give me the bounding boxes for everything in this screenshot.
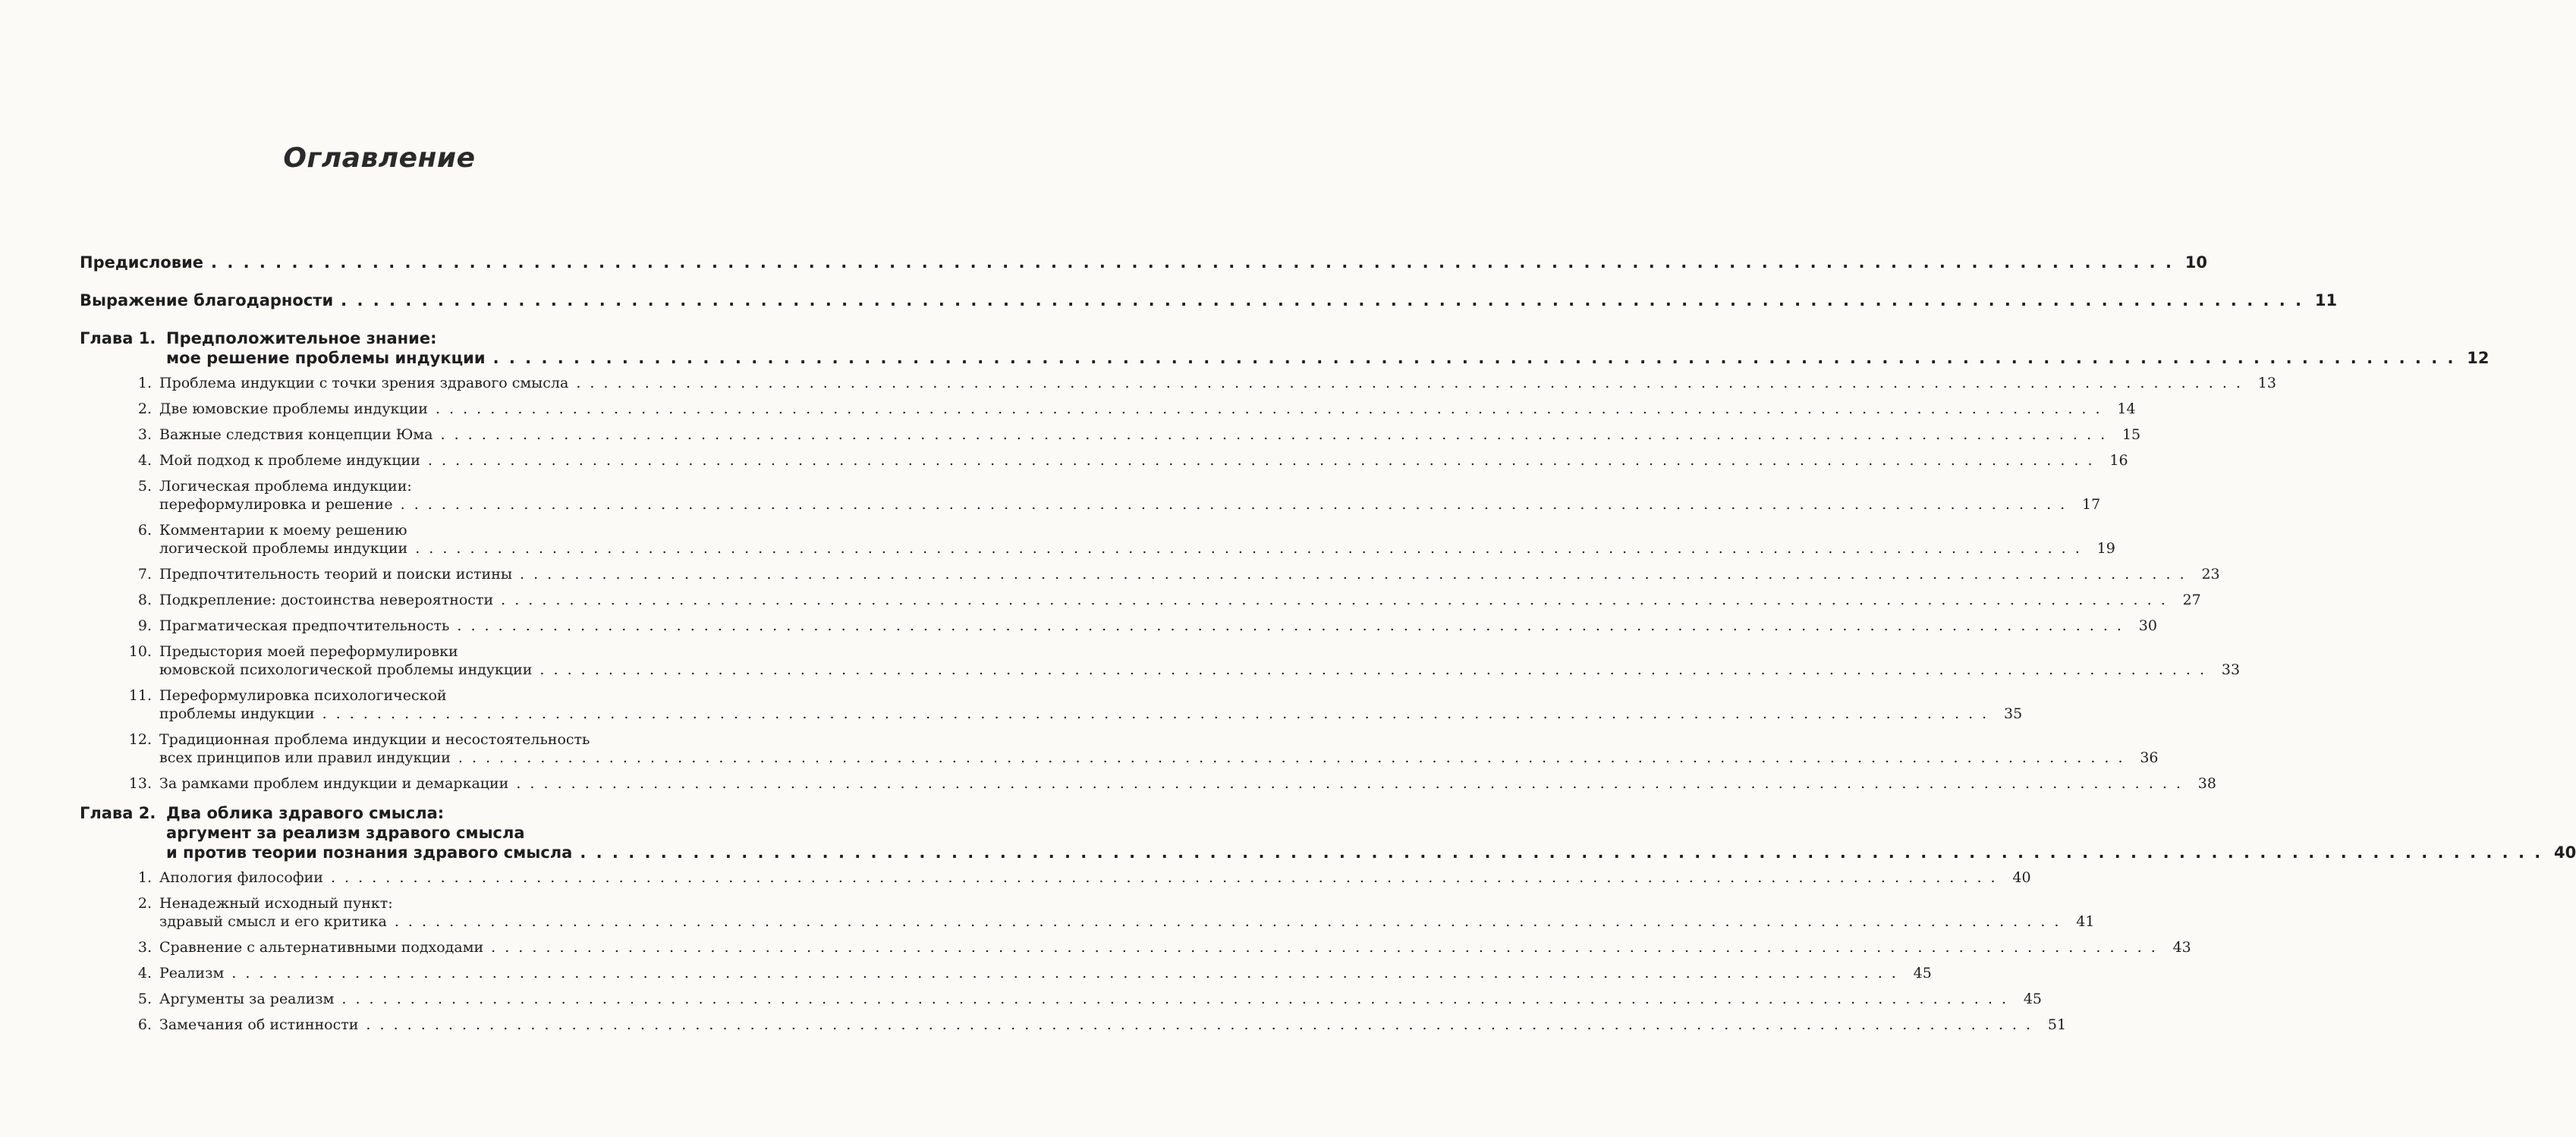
entry-line bbox=[159, 868, 2031, 887]
page-number: 14 bbox=[2117, 400, 2136, 417]
entry-text: логической проблемы индукции bbox=[159, 540, 408, 557]
entry-line bbox=[159, 617, 2157, 635]
section-number: 5. bbox=[137, 991, 152, 1007]
section-title bbox=[159, 617, 2157, 635]
table-of-contents bbox=[80, 253, 2576, 1041]
dot-leader bbox=[211, 253, 2174, 272]
section-entry[interactable] bbox=[80, 894, 2095, 931]
section-number: 6. bbox=[137, 1016, 152, 1033]
entry-text: Сравнение с альтернативными подходами bbox=[159, 939, 484, 956]
section-title bbox=[159, 642, 2240, 679]
section-number: 1. bbox=[137, 375, 152, 391]
entry-line bbox=[166, 348, 2490, 368]
section-title-line: Переформулировка психологической bbox=[159, 687, 447, 704]
section-number: 4. bbox=[137, 965, 152, 982]
section-number: 13. bbox=[128, 775, 152, 792]
page-number: 40 bbox=[2554, 843, 2576, 862]
entry-text: Апология философии bbox=[159, 869, 323, 886]
entry-line bbox=[159, 451, 2128, 470]
section-title bbox=[159, 565, 2220, 583]
entry-text: Выражение благодарности bbox=[80, 291, 334, 309]
page-number: 10 bbox=[2184, 253, 2207, 272]
section-number: 5. bbox=[137, 478, 152, 495]
section-number: 11. bbox=[128, 687, 152, 704]
section-title bbox=[159, 1016, 2066, 1034]
dot-leader bbox=[415, 539, 2082, 557]
dot-leader bbox=[516, 774, 2183, 792]
section-entry[interactable] bbox=[80, 642, 2241, 679]
entry-line bbox=[159, 964, 1932, 982]
toc-entry[interactable] bbox=[80, 291, 2338, 310]
page-number: 15 bbox=[2122, 426, 2141, 443]
page-number: 41 bbox=[2076, 913, 2095, 930]
entry-line bbox=[159, 912, 2094, 931]
page-number: 36 bbox=[2140, 749, 2159, 766]
section-entry[interactable] bbox=[80, 938, 2191, 956]
entry-line bbox=[159, 565, 2220, 583]
section-title bbox=[159, 730, 2159, 767]
section-title bbox=[159, 521, 2115, 558]
dot-leader bbox=[491, 938, 2158, 956]
section-title-line: Ненадежный исходный пункт: bbox=[159, 895, 393, 912]
dot-leader bbox=[576, 374, 2243, 391]
entry-text: Прагматическая предпочтительность bbox=[159, 617, 450, 634]
dot-leader bbox=[401, 495, 2068, 513]
section-entry[interactable] bbox=[80, 774, 2216, 793]
page-number: 11 bbox=[2314, 291, 2338, 309]
entry-text: и против теории познания здравого смысла bbox=[166, 843, 573, 862]
section-entry[interactable] bbox=[80, 617, 2157, 635]
section-number: 3. bbox=[137, 426, 152, 443]
entry-line bbox=[80, 253, 2207, 272]
entry-text: Важные следствия концепции Юма bbox=[159, 426, 433, 443]
entry-line bbox=[159, 426, 2140, 444]
chapter-title bbox=[166, 328, 2490, 368]
page-number: 13 bbox=[2257, 375, 2276, 391]
dot-leader bbox=[520, 565, 2187, 583]
entry-line bbox=[159, 374, 2276, 392]
chapter-title bbox=[166, 803, 2576, 862]
page-number: 17 bbox=[2082, 496, 2101, 513]
dot-leader bbox=[428, 451, 2095, 469]
entry-line bbox=[159, 495, 2100, 514]
section-title bbox=[159, 964, 1932, 982]
page-number: 27 bbox=[2182, 592, 2201, 608]
section-entry[interactable] bbox=[80, 686, 2023, 723]
page-number: 12 bbox=[2467, 349, 2490, 367]
section-number: 1. bbox=[137, 869, 152, 886]
section-entry[interactable] bbox=[80, 990, 2043, 1008]
entry-text: всех принципов или правил индукции bbox=[159, 749, 451, 766]
section-title bbox=[159, 451, 2128, 470]
dot-leader bbox=[539, 661, 2206, 678]
entry-line bbox=[80, 291, 2338, 310]
page-title: Оглавление bbox=[283, 143, 476, 174]
section-number: 3. bbox=[137, 939, 152, 956]
section-entry[interactable] bbox=[80, 477, 2101, 514]
section-entry[interactable] bbox=[80, 426, 2141, 444]
section-entry[interactable] bbox=[80, 521, 2115, 558]
dot-leader bbox=[341, 990, 2008, 1007]
section-title bbox=[159, 400, 2136, 418]
page-number: 23 bbox=[2201, 566, 2220, 583]
chapter-label: Глава 2. bbox=[80, 804, 156, 822]
section-entry[interactable] bbox=[80, 964, 1932, 982]
section-number: 10. bbox=[128, 643, 152, 660]
section-title-line: Предыстория моей переформулировки bbox=[159, 643, 458, 660]
chapter-title-line: аргумент за реализм здравого смысла bbox=[166, 824, 525, 842]
section-entry[interactable] bbox=[80, 565, 2220, 583]
section-number: 8. bbox=[137, 592, 152, 608]
entry-text: Проблема индукции с точки зрения здравого смысла bbox=[159, 375, 569, 391]
section-title bbox=[159, 938, 2191, 956]
page-number: 35 bbox=[2004, 705, 2023, 722]
chapter-label: Глава 1. bbox=[80, 329, 156, 347]
entry-text: Аргументы за реализм bbox=[159, 991, 335, 1007]
page-number: 38 bbox=[2197, 775, 2216, 792]
section-number: 12. bbox=[128, 731, 152, 748]
entry-text: здравый смысл и его критика bbox=[159, 913, 387, 930]
chapter-title-line: Два облика здравого смысла: bbox=[166, 804, 445, 822]
page-number: 19 bbox=[2096, 540, 2115, 557]
section-title bbox=[159, 477, 2100, 514]
chapter-row bbox=[80, 803, 2576, 862]
dot-leader bbox=[457, 617, 2124, 634]
section-entry[interactable] bbox=[80, 868, 2031, 887]
page-number: 16 bbox=[2109, 452, 2128, 469]
page-number: 30 bbox=[2138, 617, 2157, 634]
page-number: 45 bbox=[2023, 991, 2043, 1007]
section-entry[interactable] bbox=[80, 374, 2276, 392]
chapter-heading[interactable] bbox=[80, 803, 2576, 862]
section-number: 7. bbox=[137, 566, 152, 583]
entry-line bbox=[159, 591, 2201, 609]
section-title bbox=[159, 591, 2201, 609]
section-title bbox=[159, 894, 2094, 931]
section-number: 2. bbox=[137, 400, 152, 417]
page-number: 45 bbox=[1913, 965, 1932, 982]
entry-line bbox=[159, 400, 2136, 418]
entry-text: юмовской психологической проблемы индукции bbox=[159, 661, 533, 678]
dot-leader bbox=[322, 705, 1989, 722]
entry-line bbox=[159, 990, 2042, 1008]
section-title bbox=[159, 374, 2276, 392]
entry-text: Подкрепление: достоинства невероятности bbox=[159, 592, 494, 608]
dot-leader bbox=[366, 1016, 2033, 1033]
entry-line bbox=[159, 938, 2191, 956]
entry-text: Реализм bbox=[159, 965, 225, 982]
section-entry[interactable] bbox=[80, 591, 2201, 609]
dot-leader bbox=[580, 843, 2543, 862]
dot-leader bbox=[395, 912, 2062, 930]
page-number: 51 bbox=[2047, 1016, 2067, 1033]
section-entry[interactable] bbox=[80, 1016, 2067, 1034]
entry-line bbox=[159, 749, 2159, 767]
section-number: 2. bbox=[137, 895, 152, 912]
section-title-line: Комментарии к моему решению bbox=[159, 522, 407, 539]
section-number: 6. bbox=[137, 522, 152, 539]
dot-leader bbox=[493, 348, 2456, 367]
section-title-line: Традиционная проблема индукции и несостоятельность bbox=[159, 731, 590, 748]
section-title-line: Логическая проблема индукции: bbox=[159, 478, 412, 495]
entry-line bbox=[159, 705, 2022, 723]
entry-text: проблемы индукции bbox=[159, 705, 315, 722]
dot-leader bbox=[441, 426, 2108, 443]
dot-leader bbox=[501, 591, 2168, 608]
entry-text: переформулировка и решение bbox=[159, 496, 393, 513]
entry-line bbox=[159, 661, 2240, 679]
entry-text: Предисловие bbox=[80, 253, 204, 272]
section-number: 4. bbox=[137, 452, 152, 469]
entry-text: Две юмовские проблемы индукции bbox=[159, 400, 428, 417]
page-number: 40 bbox=[2012, 869, 2031, 886]
section-title bbox=[159, 868, 2031, 887]
chapter-row bbox=[80, 328, 2490, 368]
section-title bbox=[159, 426, 2140, 444]
page-number: 33 bbox=[2221, 661, 2241, 678]
chapter-title-line: Предположительное знание: bbox=[166, 329, 437, 347]
entry-text: Замечания об истинности bbox=[159, 1016, 359, 1033]
section-title bbox=[159, 990, 2042, 1008]
section-title bbox=[159, 774, 2216, 793]
toc-entry[interactable] bbox=[80, 253, 2207, 272]
dot-leader bbox=[331, 868, 1998, 886]
section-entry[interactable] bbox=[80, 451, 2128, 470]
section-number: 9. bbox=[137, 617, 152, 634]
section-entry[interactable] bbox=[80, 730, 2159, 767]
entry-text: мое решение проблемы индукции bbox=[166, 349, 486, 367]
entry-line bbox=[159, 774, 2216, 793]
entry-line bbox=[166, 843, 2576, 862]
entry-text: Мой подход к проблеме индукции bbox=[159, 452, 420, 469]
dot-leader bbox=[458, 749, 2125, 766]
entry-text: За рамками проблем индукции и демаркации bbox=[159, 775, 509, 792]
page-number: 43 bbox=[2172, 939, 2191, 956]
chapter-heading[interactable] bbox=[80, 328, 2490, 368]
dot-leader bbox=[231, 964, 1898, 982]
entry-line bbox=[159, 539, 2115, 558]
section-entry[interactable] bbox=[80, 400, 2136, 418]
entry-text: Предпочтительность теорий и поиски истины bbox=[159, 566, 512, 583]
dot-leader bbox=[341, 291, 2304, 309]
section-title bbox=[159, 686, 2022, 723]
entry-line bbox=[159, 1016, 2066, 1034]
dot-leader bbox=[436, 400, 2103, 417]
